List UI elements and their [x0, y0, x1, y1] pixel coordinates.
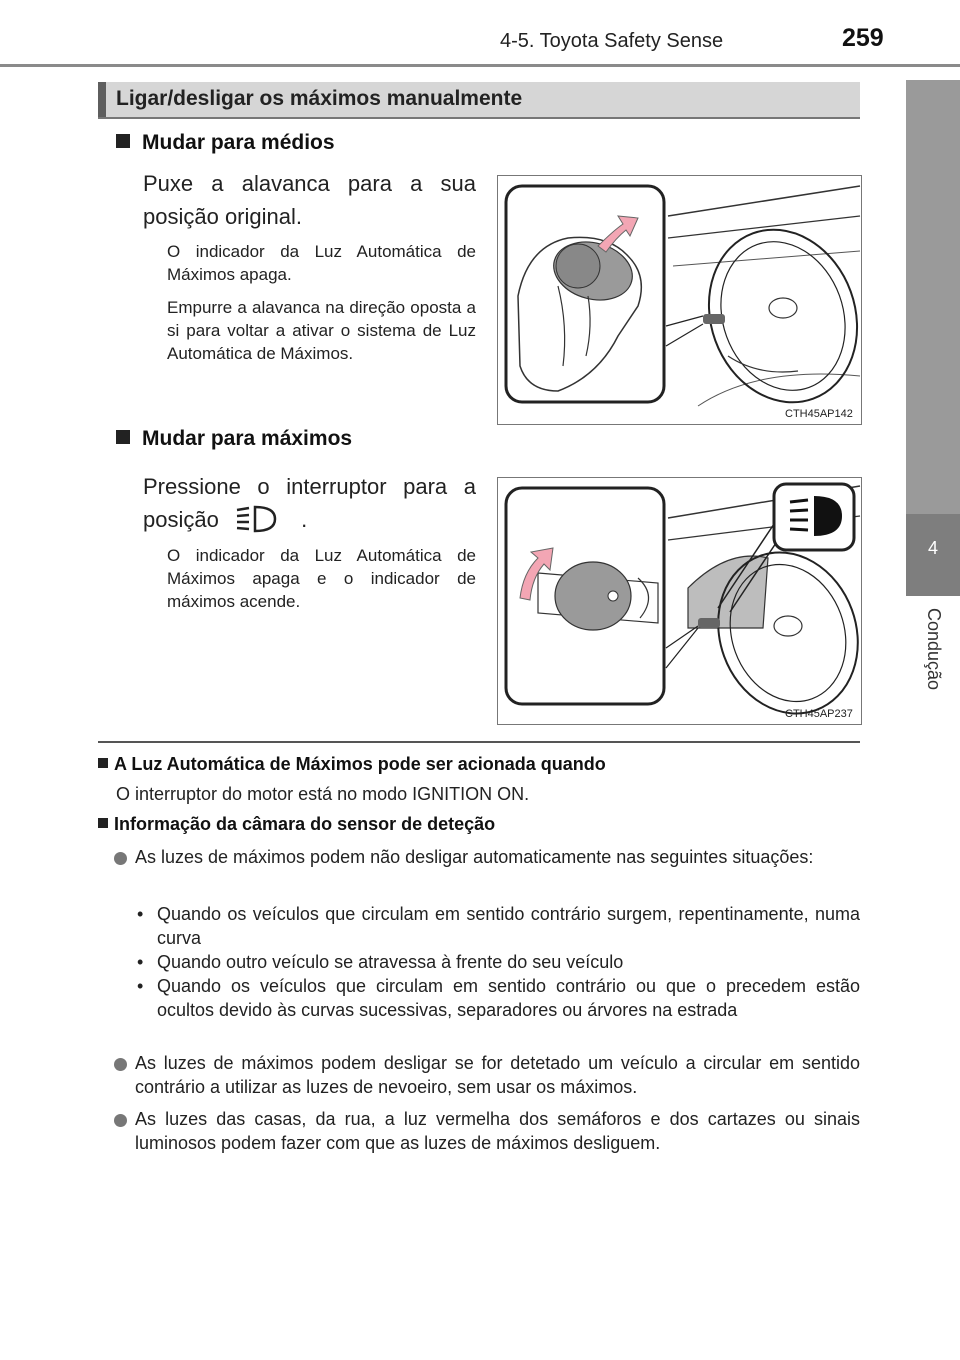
- high-beam-icon: [235, 505, 281, 533]
- bullet-camera-2: As luzes de máximos podem desligar se for detetado um veículo a circular em sentido contrário a utilizar as luzes de nevoeiro, sem usar os máximos.: [135, 1053, 860, 1097]
- note-heading-camera: Informação da câmara do sensor de deteção: [98, 814, 495, 835]
- subheading-high-beam: Mudar para máximos: [116, 427, 352, 451]
- note-high-beam-1: O indicador da Luz Automática de Máximos apaga e o indicador de máximos acende.: [167, 546, 476, 611]
- bullet-dot-icon: [114, 852, 127, 865]
- instruction-high-beam-line1: Pressione o interruptor para a: [143, 474, 476, 499]
- sub-bullet-marker: •: [137, 904, 144, 924]
- sub-bullet-2: • Quando outro veículo se atravessa à frente do seu veículo: [137, 952, 624, 972]
- bullet-camera-3: As luzes das casas, da rua, a luz vermelha dos semáforos e dos cartazes ou sinais luminosos podem fazer com que as luzes de máximos desliguem.: [135, 1109, 860, 1153]
- chapter-label: Condução: [924, 608, 944, 691]
- figure-code-1: CTH45AP142: [785, 408, 853, 420]
- chapter-number: 4: [927, 538, 938, 558]
- bullet-dot-icon: [114, 1114, 127, 1127]
- instruction-high-beam-line2: posição .: [143, 507, 308, 532]
- square-bullet-icon: [116, 134, 130, 148]
- sub-bullet-list: [135, 902, 860, 1022]
- chapter-label-wrap: [906, 596, 960, 726]
- bullet-dot-icon: [114, 1058, 127, 1071]
- sub-bullet-marker: •: [137, 952, 144, 972]
- figure-code-2: CTH45AP237: [785, 708, 853, 720]
- subheading-low-beam: Mudar para médios: [116, 131, 335, 155]
- header-rule: [0, 64, 960, 67]
- lever-push-illustration: [498, 478, 861, 724]
- square-bullet-icon: [98, 818, 108, 828]
- figure-lever-push: [497, 477, 862, 725]
- section-heading-accent: [98, 82, 106, 118]
- square-bullet-icon: [116, 430, 130, 444]
- page-number: 259: [842, 24, 884, 52]
- header-section-title: 4-5. Toyota Safety Sense: [500, 30, 724, 52]
- note-low-beam-1: O indicador da Luz Automática de Máximos apaga.: [167, 242, 476, 284]
- note-low-beam-2: Empurre a alavanca na direção oposta a si para voltar a ativar o sistema de Luz Automática de Máximos.: [167, 298, 476, 363]
- sub-bullet-1: • Quando os veículos que circulam em sentido contrário surgem, repentinamente, numa curva: [137, 904, 860, 948]
- sub-bullet-marker: •: [137, 976, 144, 996]
- bullet-camera-1: As luzes de máximos podem não desligar automaticamente nas seguintes situações:: [135, 847, 814, 867]
- section-heading-underline: [98, 117, 860, 119]
- notes-rule: [98, 741, 860, 743]
- figure-lever-pull: [497, 175, 862, 425]
- square-bullet-icon: [98, 758, 108, 768]
- note-activation-text: O interruptor do motor está no modo IGNITION ON.: [116, 784, 530, 804]
- lever-pull-illustration: [498, 176, 861, 424]
- note-heading-activation: A Luz Automática de Máximos pode ser acionada quando: [98, 754, 606, 775]
- section-title: Ligar/desligar os máximos manualmente: [116, 87, 523, 110]
- instruction-low-beam: Puxe a alavanca para a sua posição original.: [143, 171, 476, 229]
- sub-bullet-3: • Quando os veículos que circulam em sentido contrário ou que o precedem estão ocultos devido às curvas sucessivas, separadores ou árvores na estrada: [137, 976, 860, 1020]
